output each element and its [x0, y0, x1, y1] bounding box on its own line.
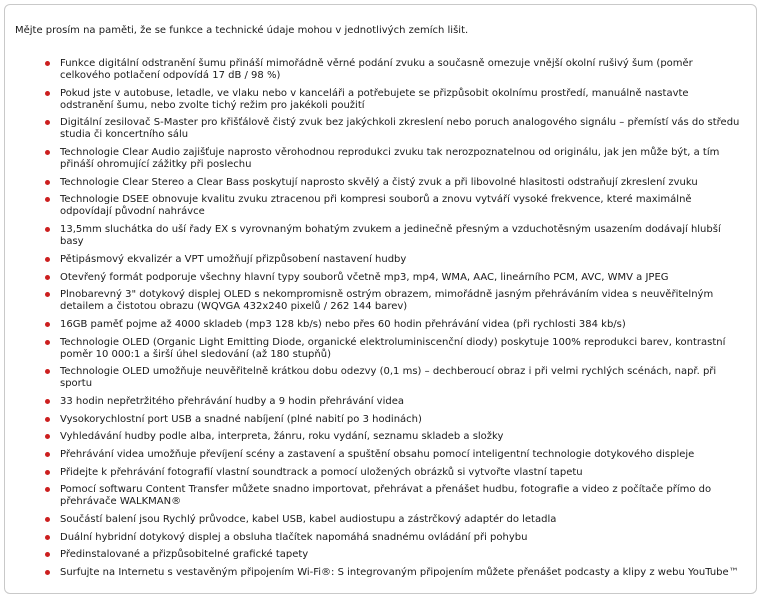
feature-text: 16GB paměť pojme až 4000 skladeb (mp3 128 kb/s) nebo přes 60 hodin přehrávání videa (při rychlosti 384 kb/s): [60, 318, 626, 330]
feature-text: Funkce digitální odstranění šumu přináší mimořádně věrné podání zvuku a současně omezuje vnější okolní rušivý šum (poměr celkového potlačení odpovídá 17 dB / 98 %): [60, 58, 693, 81]
feature-item: [45, 484, 745, 508]
feature-text: Duální hybridní dotykový displej a obsluha tlačítek napomáhá snadnému ovládání při pohybu: [60, 531, 528, 543]
bullet-icon: [45, 257, 50, 262]
bullet-icon: [45, 552, 50, 557]
bullet-icon: [45, 227, 50, 232]
bullet-icon: [45, 275, 50, 280]
feature-item: [45, 532, 745, 544]
feature-list: [45, 58, 745, 585]
feature-item: [45, 431, 745, 443]
bullet-icon: [45, 470, 50, 475]
bullet-icon: [45, 180, 50, 185]
feature-item: [45, 58, 745, 82]
bullet-icon: [45, 570, 50, 575]
feature-text: Vysokorychlostní port USB a snadné nabíjení (plné nabití po 3 hodinách): [60, 413, 422, 425]
feature-text: Technologie OLED (Organic Light Emitting Diode, organické elektroluminiscenční diody) poskytuje 100% reprodukci barev, kontrastní poměr 10 000:1 a širší úhel sledování (až 180 stupňů): [60, 336, 726, 360]
bullet-icon: [45, 150, 50, 155]
feature-item: [45, 337, 745, 361]
bullet-icon: [45, 322, 50, 327]
features-panel: [4, 4, 757, 594]
feature-text: 13,5mm sluchátka do uší řady EX s vyrovnaným bohatým zvukem a jedinečně přesným a vzduchotěsným usazením dodávají hlubší basy: [60, 224, 721, 248]
feature-text: Vyhledávání hudby podle alba, interpreta, žánru, roku vydání, seznamu skladeb a složky: [60, 431, 504, 443]
feature-text: Přehrávání videa umožňuje převíjení scény a zastavení a spuštění obsahu pomocí inteligentní technologie dotykového displeje: [60, 449, 695, 460]
feature-item: [45, 194, 745, 218]
feature-item: [45, 147, 745, 171]
notice-text: Mějte prosím na paměti, že se funkce a technické údaje mohou v jednotlivých zemích lišit.: [15, 25, 469, 36]
feature-item: [45, 177, 745, 189]
feature-item: [45, 549, 745, 561]
bullet-icon: [45, 399, 50, 404]
bullet-icon: [45, 197, 50, 202]
feature-item: [45, 117, 745, 141]
feature-item: [45, 396, 745, 408]
feature-text: Surfujte na Internetu s vestavěným připojením Wi-Fi®: S integrovaným připojením můžete přenášet podcasty a klipy z webu YouTube™: [60, 567, 739, 579]
bullet-icon: [45, 91, 50, 96]
bullet-icon: [45, 517, 50, 522]
bullet-icon: [45, 434, 50, 439]
bullet-icon: [45, 120, 50, 125]
bullet-icon: [45, 369, 50, 374]
feature-text: Otevřený formát podporuje všechny hlavní typy souborů včetně mp3, mp4, WMA, AAC, lineárního PCM, AVC, WMV a JPEG: [60, 271, 669, 283]
feature-item: [45, 289, 745, 313]
feature-text: Pětipásmový ekvalizér a VPT umožňují přizpůsobení nastavení hudby: [60, 253, 407, 265]
feature-text: Digitální zesilovač S-Master pro křišťálově čistý zvuk bez jakýchkoli zkreslení nebo poruch analogového signálu – přemístí vás do středu studia či koncertního sálu: [60, 117, 740, 141]
feature-text: Technologie DSEE obnovuje kvalitu zvuku ztracenou při kompresi souborů a znovu vytváří vysoké frekvence, které maximálně odpovídají původní nahrávce: [60, 194, 692, 218]
feature-item: [45, 514, 745, 526]
feature-text: Technologie Clear Stereo a Clear Bass poskytují naprosto skvělý a čistý zvuk a při libovolné hlasitosti odstraňují zkreslení zvuku: [60, 176, 698, 188]
bullet-icon: [45, 535, 50, 540]
feature-item: [45, 449, 745, 461]
feature-text: 33 hodin nepřetržitého přehrávání hudby a 9 hodin přehrávání videa: [60, 395, 405, 407]
feature-text: Předinstalované a přizpůsobitelné grafické tapety: [60, 549, 309, 561]
feature-text: Pokud jste v autobuse, letadle, ve vlaku nebo v kanceláři a potřebujete se přizpůsobit okolnímu prostředí, manuálně nastavte odstranění šumu, nebo zvolte tichý režim pro jakékoli použití: [60, 87, 689, 111]
feature-text: Plnobarevný 3" dotykový displej OLED s nekompromisně ostrým obrazem, mimořádně jasným přehráváním videa s neuvěřitelným detailem a čistotou obrazu (WQVGA 432x240 pixelů / 262 144 barev): [60, 289, 714, 313]
bullet-icon: [45, 417, 50, 422]
feature-item: [45, 319, 745, 331]
bullet-icon: [45, 292, 50, 297]
feature-text: Technologie Clear Audio zajišťuje naprosto věrohodnou reprodukci zvuku tak nerozpoznatelnou od originálu, jak jen může být, a tím přináší ohromující zážitky při poslechu: [60, 147, 720, 171]
feature-text: Přidejte k přehrávání fotografií vlastní soundtrack a pomocí uložených obrázků si vytvořte vlastní tapetu: [60, 466, 583, 478]
feature-item: [45, 467, 745, 479]
feature-text: Pomocí softwaru Content Transfer můžete snadno importovat, přehrávat a přenášet hudbu, fotografie a video z počítače přímo do přehrávače WALKMAN®: [60, 484, 712, 508]
feature-text: Technologie OLED umožňuje neuvěřitelně krátkou dobu odezvy (0,1 ms) – dechberoucí obraz i při velmi rychlých scénách, např. při sportu: [60, 366, 717, 390]
feature-item: [45, 414, 745, 426]
feature-text: Součástí balení jsou Rychlý průvodce, kabel USB, kabel audiostupu a zástrčkový adaptér do letadla: [60, 514, 557, 526]
bullet-icon: [45, 340, 50, 345]
feature-item: [45, 254, 745, 266]
feature-item: [45, 224, 745, 248]
bullet-icon: [45, 487, 50, 492]
bullet-icon: [45, 452, 50, 457]
feature-item: [45, 366, 745, 390]
bullet-icon: [45, 61, 50, 66]
feature-item: [45, 567, 745, 579]
feature-item: [45, 272, 745, 284]
feature-item: [45, 88, 745, 112]
